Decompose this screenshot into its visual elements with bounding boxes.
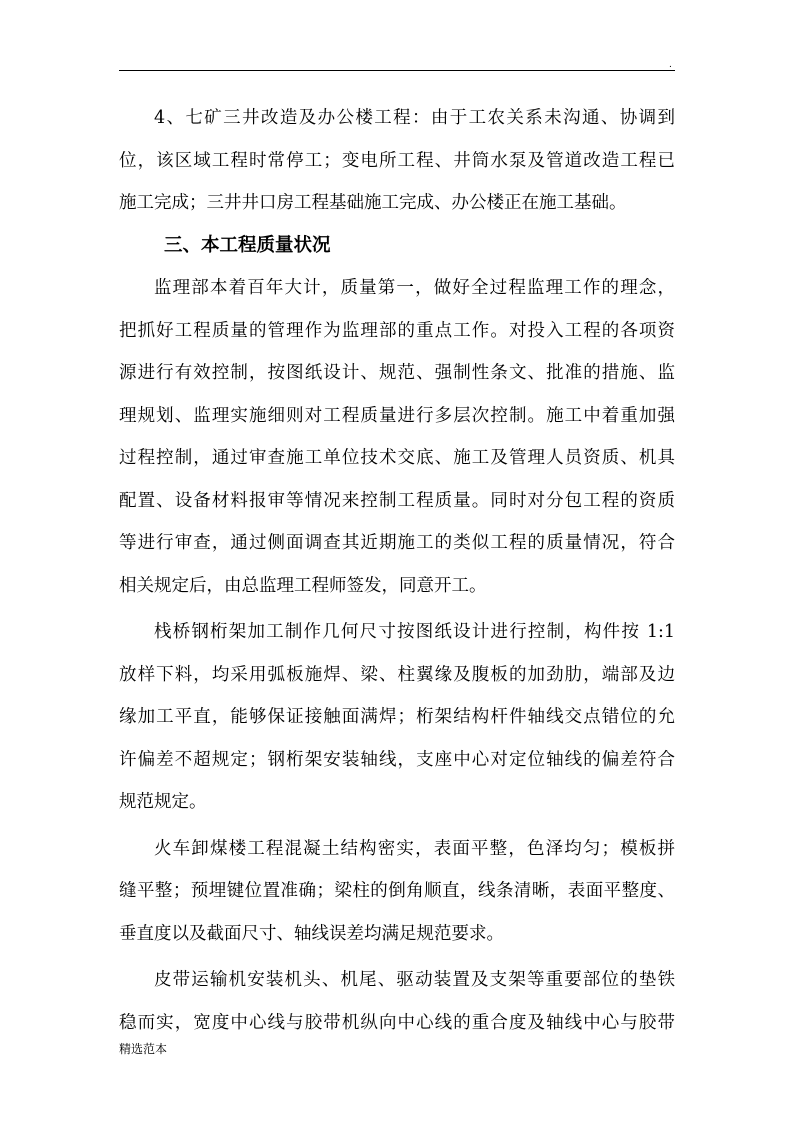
text-line: 理规划、监理实施细则对工程质量进行多层次控制。施工中着重加强: [119, 405, 675, 426]
header-rule: [119, 70, 675, 71]
text-line: 等进行审查，通过侧面调查其近期施工的类似工程的质量情况，符合: [119, 533, 675, 553]
text-line: 缝平整；预埋键位置准确；梁柱的倒角顺直，线条清晰，表面平整度、: [119, 881, 675, 901]
paragraph-belt-conveyor: [119, 962, 675, 1047]
text-line: 把抓好工程质量的管理作为监理部的重点工作。对投入工程的各项资: [119, 320, 675, 341]
text-line: 规范规定。: [119, 792, 207, 812]
text-line: 皮带运输机安装机头、机尾、驱动装置及支架等重要部位的垫铁: [154, 970, 675, 990]
text-line: 4、七矿三井改造及办公楼工程：由于工农关系未沟通、协调到: [154, 108, 675, 128]
text-line: 火车卸煤楼工程混凝土结构密实，表面平整，色泽均匀；模板拼: [154, 838, 675, 859]
paragraph-quality-overview: [119, 270, 675, 610]
text-line: 相关规定后，由总监理工程师签发，同意开工。: [119, 575, 487, 596]
text-line: 垂直度以及截面尺寸、轴线误差均满足规范要求。: [119, 923, 504, 944]
text-line: 源进行有效控制，按图纸设计、规范、强制性条文、批准的措施、监: [119, 363, 675, 383]
text-line: 放样下料，均采用弧板施焊、梁、柱翼缘及腹板的加劲肋，端部及边: [119, 664, 675, 685]
text-line: 施工完成；三井井口房工程基础施工完成、办公楼正在施工基础。: [119, 193, 627, 213]
text-line: 位，该区域工程时常停工；变电所工程、井筒水泵及管道改造工程已: [119, 150, 675, 171]
document-body: [119, 100, 675, 1047]
paragraph-steel-truss: [119, 614, 675, 827]
text-line: 栈桥钢桁架加工制作几何尺寸按图纸设计进行控制，构件按 1:1: [154, 622, 675, 642]
text-line: 过程控制，通过审查施工单位技术交底、施工及管理人员资质、机具: [119, 448, 675, 468]
paragraph-item-4: [119, 100, 675, 228]
paragraph-coal-unloading: [119, 831, 675, 959]
header-mark: .: [669, 60, 672, 70]
footer-label: 精选范本: [119, 1042, 168, 1056]
text-line: 稳而实，宽度中心线与胶带机纵向中心线的重合度及轴线中心与胶带: [119, 1012, 675, 1033]
text-line: 缘加工平直，能够保证接触面满焊；桁架结构杆件轴线交点错位的允: [119, 707, 675, 727]
text-line: 监理部本着百年大计，质量第一，做好全过程监理工作的理念，: [154, 278, 675, 298]
section-heading: 三、本工程质量状况: [164, 234, 331, 256]
text-line: 配置、设备材料报审等情况来控制工程质量。同时对分包工程的资质: [119, 490, 675, 511]
text-line: 许偏差不超规定；钢桁架安装轴线，支座中心对定位轴线的偏差符合: [119, 749, 675, 770]
